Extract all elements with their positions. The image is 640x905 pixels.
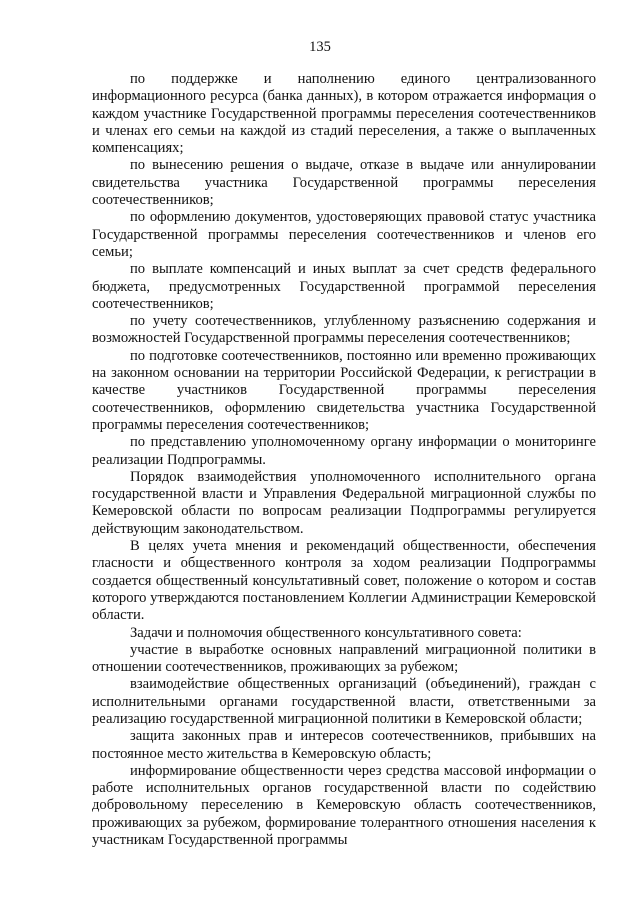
paragraph: защита законных прав и интересов соотечественников, прибывших на постоянное место жительства в Кемеровскую область; <box>92 728 596 762</box>
paragraph: по подготовке соотечественников, постоянно или временно проживающих на законном основании на территории Российской Федерации, к регистрации в качестве участников Государственной программы переселения соотечественников, оформлению свидетельства участника Государственной программы переселения соотечественников; <box>92 347 596 433</box>
paragraph: участие в выработке основных направлений миграционной политики в отношении соотечественников, проживающих за рубежом; <box>92 641 596 676</box>
paragraph: В целях учета мнения и рекомендаций общественности, обеспечения гласности и общественного контроля за ходом реализации Подпрограммы создается общественный консультативный совет, положение о котором и состав которого утверждаются постановлением Коллегии Администрации Кемеровской области. <box>92 538 596 624</box>
page-number: 135 <box>309 39 331 55</box>
paragraph: по учету соотечественников, углубленному разъяснению содержания и возможностей Государственной программы переселения соотечественников; <box>92 313 596 347</box>
paragraph: Задачи и полномочия общественного консультативного совета: <box>130 624 522 641</box>
paragraph: по выплате компенсаций и иных выплат за счет средств федерального бюджета, предусмотренных Государственной программой переселения соотечественников; <box>92 261 596 312</box>
paragraph: по поддержке и наполнению единого централизованного информационного ресурса (банка данных), в котором отражается информация о каждом участнике Государственной программы переселения соотечественников и членах его семьи на каждой из стадий переселения, а также о выплаченных компенсациях; <box>92 71 596 157</box>
paragraph: по представлению уполномоченному органу информации о мониторинге реализации Подпрограммы. <box>92 434 596 468</box>
paragraph: взаимодействие общественных организаций (объединений), граждан с исполнительными органами государственной власти, ответственными за реализацию государственной миграционной политики в Кемеровской области; <box>92 676 596 727</box>
paragraph: информирование общественности через средства массовой информации о работе исполнительных органов государственной власти по содействию добровольному переселению в Кемеровскую область соотечественников, проживающих за рубежом, формирование толерантного отношения населения к участникам Государственной программы <box>92 762 596 849</box>
paragraph: Порядок взаимодействия уполномоченного исполнительного органа государственной власти и Управления Федеральной миграционной службы по Кемеровской области по вопросам реализации Подпрограммы регулируется действующим законодательством. <box>92 468 596 537</box>
document-body <box>92 71 596 849</box>
paragraph: по вынесению решения о выдаче, отказе в выдаче или аннулировании свидетельства участника Государственной программы переселения соотечественников; <box>92 157 596 209</box>
paragraph: по оформлению документов, удостоверяющих правовой статус участника Государственной программы переселения соотечественников и членов его семьи; <box>92 209 596 260</box>
